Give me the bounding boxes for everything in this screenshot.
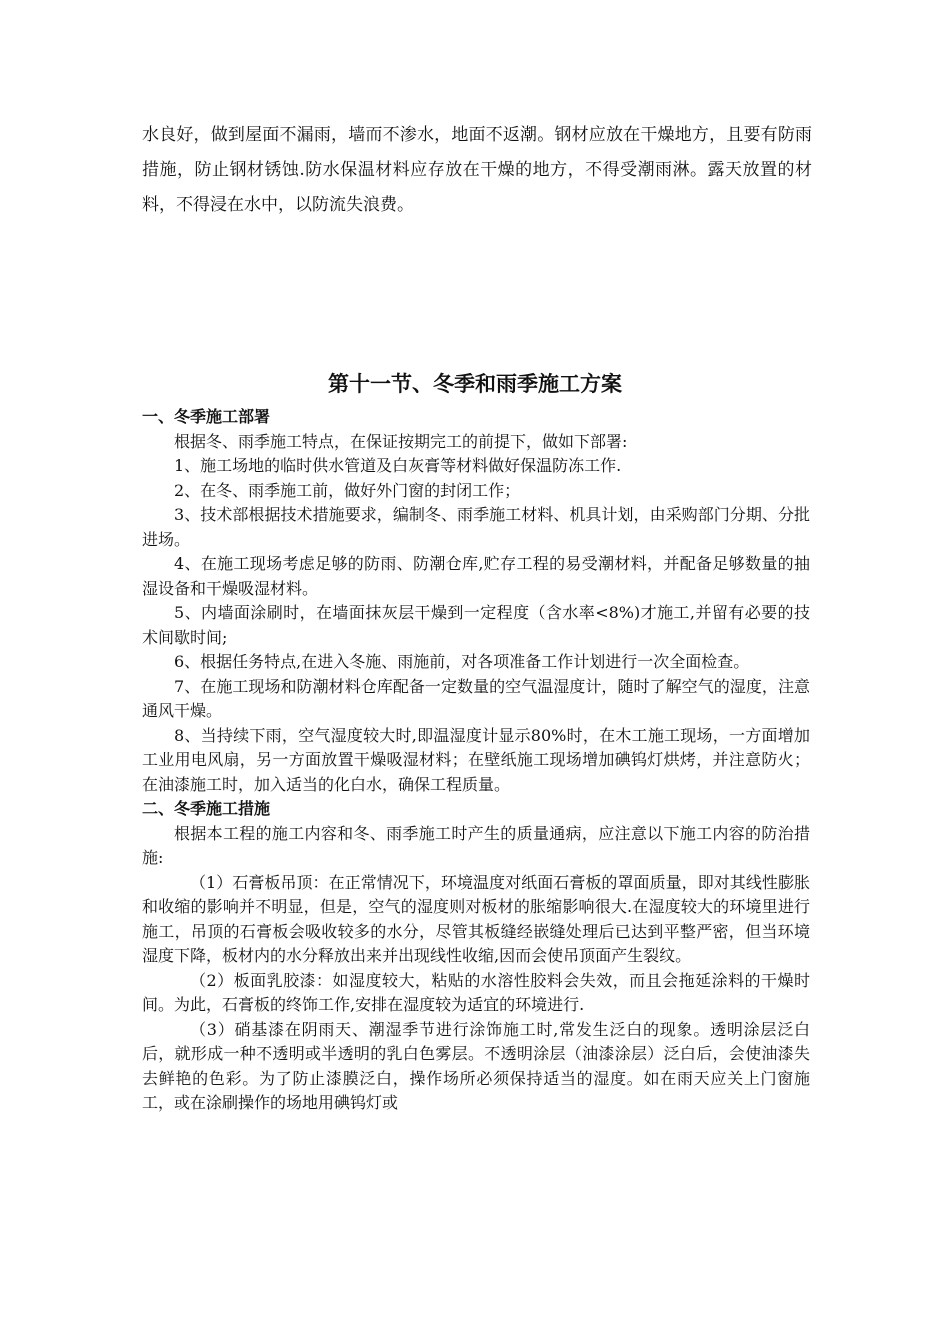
part1-item-3: 3、技术部根据技术措施要求，编制冬、雨季施工材料、机具计划，由采购部门分期、分批进场。 xyxy=(142,505,810,549)
part2-item-3: （3）硝基漆在阴雨天、潮湿季节进行涂饰施工时,常发生泛白的现象。透明涂层泛白后，就形成一种不透明或半透明的乳白色雾层。不透明涂层（油漆涂层）泛白后，会使油漆失去鲜艳的色彩。为了防止漆膜泛白，操作场所必须保持适当的湿度。如在雨天应关上门窗施工，或在涂刷操作的场地用碘钨灯或 xyxy=(142,1019,810,1112)
section-title: 第十一节、冬季和雨季施工方案 xyxy=(328,372,622,396)
part1-intro: 根据冬、雨季施工特点，在保证按期完工的前提下，做如下部署: xyxy=(174,431,628,451)
part1-item-7: 7、在施工现场和防潮材料仓库配备一定数量的空气温湿度计，随时了解空气的湿度，注意通风干燥。 xyxy=(142,676,810,720)
part1-item-1: 1、施工场地的临时供水管道及白灰膏等材料做好保温防冻工作. xyxy=(174,456,622,475)
part1-item-5: 5、内墙面涂刷时，在墙面抹灰层干燥到一定程度（含水率<8%)才施工,并留有必要的技术间歇时间; xyxy=(142,603,810,647)
part1-item-6: 6、根据任务特点,在进入冬施、雨施前，对各项准备工作计划进行一次全面检查。 xyxy=(174,652,750,671)
part1-item-2: 2、在冬、雨季施工前，做好外门窗的封闭工作； xyxy=(174,480,521,500)
part1-item-4: 4、在施工现场考虑足够的防雨、防潮仓库,贮存工程的易受潮材料，并配备足够数量的抽湿设备和干燥吸湿材料。 xyxy=(142,554,810,598)
part2-intro: 根据本工程的施工内容和冬、雨季施工时产生的质量通病，应注意以下施工内容的防治措施: xyxy=(142,823,810,867)
continued-paragraph: 水良好，做到屋面不漏雨，墙而不渗水，地面不返潮。钢材应放在干燥地方，且要有防雨措施，防止钢材锈蚀.防水保温材料应存放在干燥的地方，不得受潮雨淋。露天放置的材料，不得浸在水中，以防流失浪费。 xyxy=(142,125,812,215)
part2-item-1: （1）石膏板吊顶：在正常情况下，环境温度对纸面石膏板的罩面质量，即对其线性膨胀和收缩的影响并不明显，但是，空气的湿度则对板材的胀缩影响很大.在湿度较大的环境里进行施工，吊顶的石膏板会吸收较多的水分，尽管其板缝经嵌缝处理后已达到平整严密，但当环境湿度下降，板材内的水分释放出来并出现线性收缩,因而会使吊顶面产生裂纹。 xyxy=(142,872,810,965)
section-content xyxy=(142,405,810,1116)
part2-heading: 二、冬季施工措施 xyxy=(142,799,271,818)
part1-heading: 一、冬季施工部署 xyxy=(142,407,271,426)
part1-item-8: 8、当持续下雨，空气湿度较大时,即温湿度计显示80%时，在木工施工现场，一方面增加工业用电风扇，另一方面放置干燥吸湿材料；在壁纸施工现场增加碘钨灯烘烤，并注意防火；在油漆施工时，加入适当的化白水，确保工程质量。 xyxy=(142,725,810,794)
part2-item-2: （2）板面乳胶漆：如湿度较大，粘贴的水溶性胶料会失效，而且会拖延涂料的干燥时间。为此，石膏板的终饰工作,安排在湿度较为适宜的环境进行. xyxy=(142,970,810,1014)
